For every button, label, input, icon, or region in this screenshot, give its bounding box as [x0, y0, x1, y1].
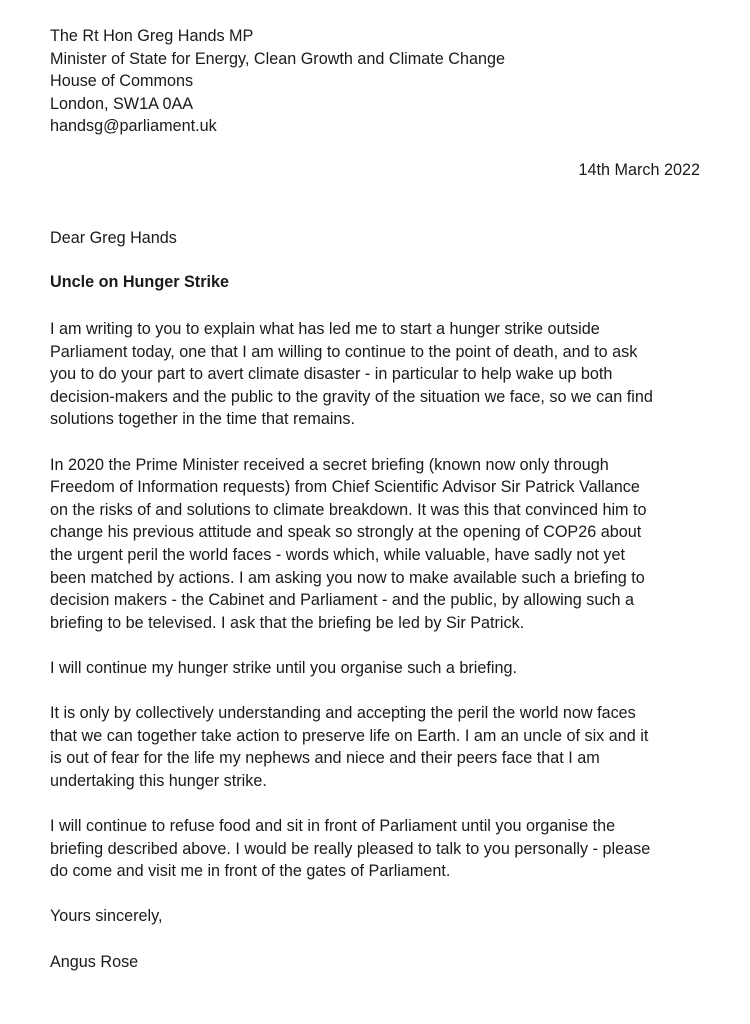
subject-heading: Uncle on Hunger Strike: [50, 273, 229, 291]
paragraph-line: I will continue my hunger strike until you organise such a briefing.: [50, 658, 517, 677]
paragraph-line: In 2020 the Prime Minister received a secret briefing (known now only through: [50, 455, 609, 474]
paragraph-line: that we can together take action to preserve life on Earth. I am an uncle of six and it: [50, 726, 649, 745]
paragraph-line: decision-makers and the public to the gravity of the situation we face, so we can find: [50, 387, 653, 406]
body-paragraph-4: [50, 702, 710, 792]
recipient-title: Minister of State for Energy, Clean Growth and Climate Change: [50, 49, 505, 68]
recipient-city-postcode: London, SW1A 0AA: [50, 94, 194, 113]
recipient-address-block: [50, 25, 710, 138]
sign-off: Yours sincerely,: [50, 907, 163, 926]
paragraph-line: Parliament today, one that I am willing to continue to the point of death, and to ask: [50, 342, 638, 361]
letter-body: [50, 318, 710, 973]
body-paragraph-5: [50, 815, 710, 883]
paragraph-line: is out of fear for the life my nephews and niece and their peers face that I am: [50, 749, 600, 768]
letter-date: 14th March 2022: [578, 161, 700, 179]
recipient-organisation: House of Commons: [50, 72, 194, 91]
paragraph-line: Freedom of Information requests) from Chief Scientific Advisor Sir Patrick Vallance: [50, 478, 640, 497]
salutation: Dear Greg Hands: [50, 229, 177, 247]
body-paragraph-3: [50, 657, 710, 680]
paragraph-line: change his previous attitude and speak so strongly at the opening of COP26 about: [50, 523, 642, 542]
paragraph-line: you to do your part to avert climate disaster - in particular to help wake up both: [50, 365, 613, 384]
paragraph-line: I am writing to you to explain what has led me to start a hunger strike outside: [50, 320, 600, 338]
paragraph-line: It is only by collectively understanding and accepting the peril the world now faces: [50, 704, 636, 723]
paragraph-line: decision makers - the Cabinet and Parliament - and the public, by allowing such a: [50, 591, 634, 610]
paragraph-line: solutions together in the time that remains.: [50, 410, 356, 429]
body-paragraph-2: [50, 454, 710, 635]
paragraph-line: briefing to be televised. I ask that the briefing be led by Sir Patrick.: [50, 613, 525, 632]
paragraph-line: been matched by actions. I am asking you now to make available such a briefing to: [50, 568, 645, 587]
body-paragraph-1: [50, 318, 710, 431]
paragraph-line: the urgent peril the world faces - words which, while valuable, have sadly not yet: [50, 545, 625, 564]
recipient-email: handsg@parliament.uk: [50, 117, 217, 136]
paragraph-line: briefing described above. I would be really pleased to talk to you personally - please: [50, 839, 651, 858]
paragraph-line: I will continue to refuse food and sit in front of Parliament until you organise the: [50, 817, 616, 836]
signature-name: Angus Rose: [50, 952, 139, 971]
paragraph-line: undertaking this hunger strike.: [50, 771, 267, 790]
paragraph-line: do come and visit me in front of the gates of Parliament.: [50, 862, 451, 881]
recipient-name: The Rt Hon Greg Hands MP: [50, 27, 254, 45]
paragraph-line: on the risks of and solutions to climate breakdown. It was this that convinced him to: [50, 500, 647, 519]
